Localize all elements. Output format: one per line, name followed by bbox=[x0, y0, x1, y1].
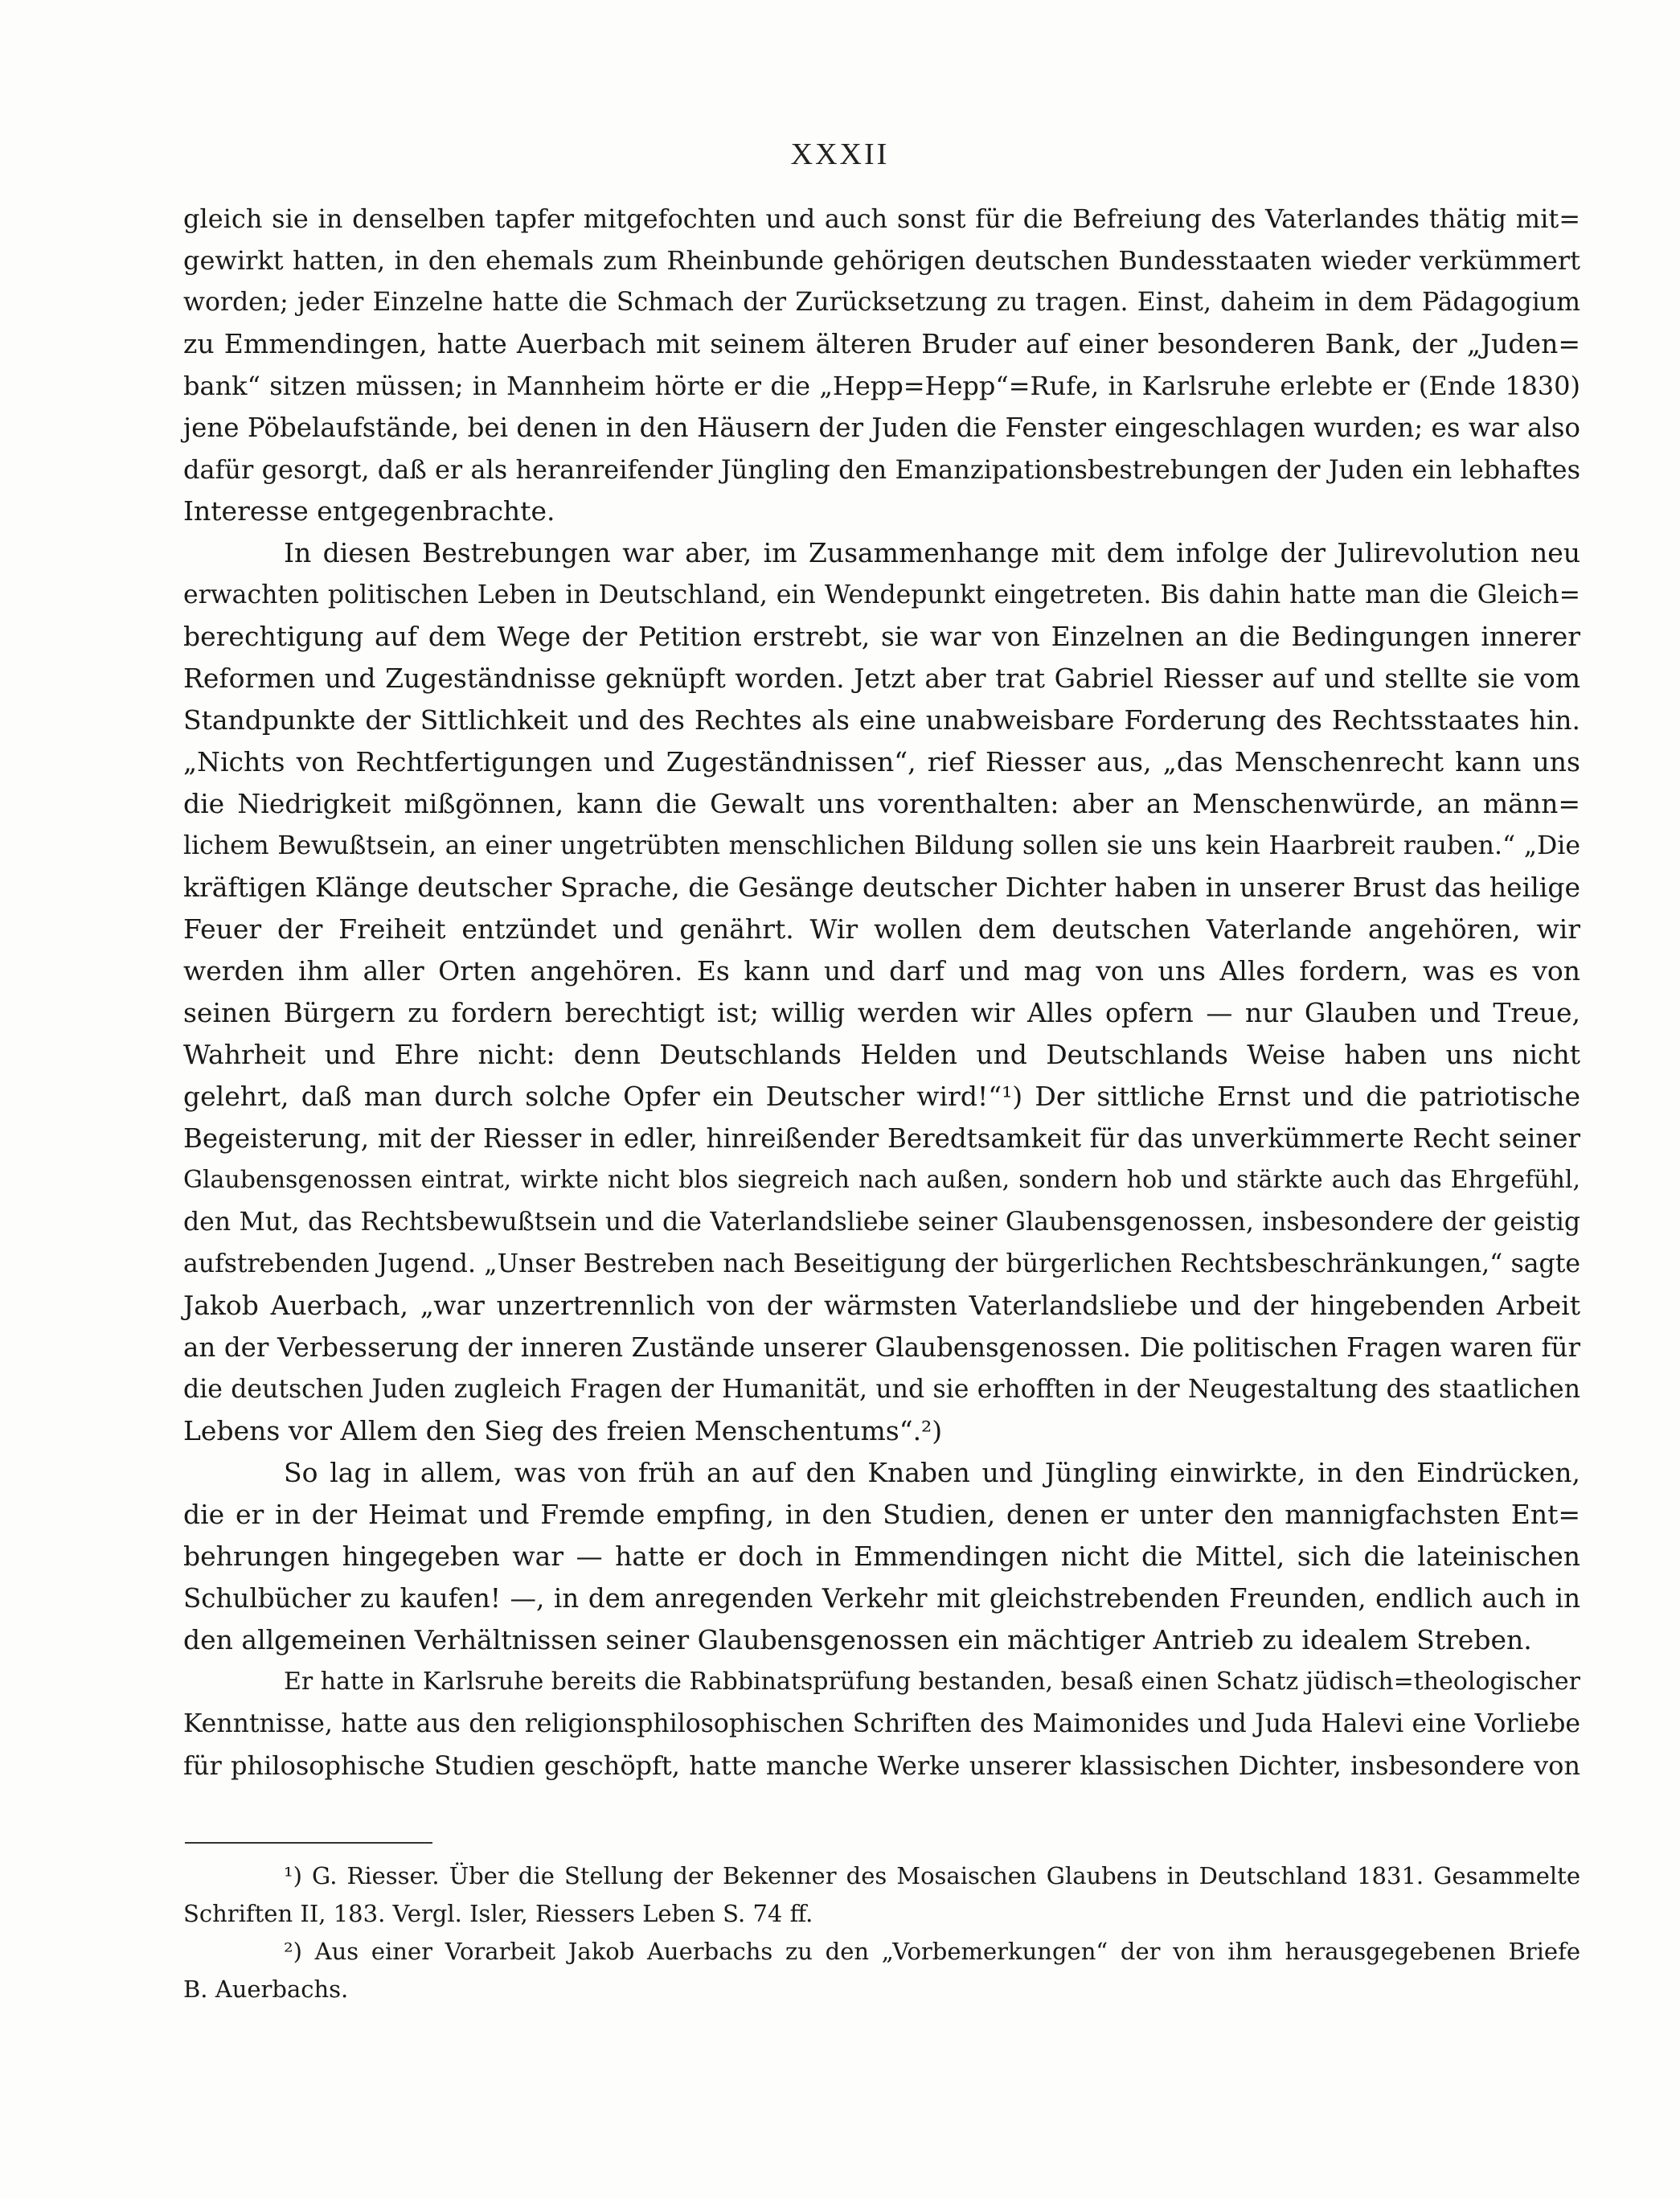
text-line: kräftigen Klänge deutscher Sprache, die Gesänge deutscher Dichter haben in unserer Brust das heilige bbox=[183, 872, 1580, 903]
text-line: In diesen Bestrebungen war aber, im Zusammenhange mit dem infolge der Julirevolution neu bbox=[284, 537, 1580, 568]
text-line: zu Emmendingen, hatte Auerbach mit seinem älteren Bruder auf einer besonderen Bank, der „Juden= bbox=[183, 328, 1580, 359]
text-line: „Nichts von Rechtfertigungen und Zugeständnissen“, rief Riesser aus, „das Menschenrecht kann uns bbox=[183, 746, 1580, 777]
footnote-line: B. Auerbachs. bbox=[183, 1975, 349, 2003]
text-line: die er in der Heimat und Fremde empfing, in den Studien, denen er unter den mannigfachsten Ent= bbox=[183, 1499, 1580, 1530]
text-line: den allgemeinen Verhältnissen seiner Glaubensgenossen ein mächtiger Antrieb zu idealem Streben. bbox=[183, 1624, 1532, 1655]
text-line: gewirkt hatten, in den ehemals zum Rheinbunde gehörigen deutschen Bundesstaaten wieder verkümmert bbox=[183, 245, 1580, 276]
text-line: Wahrheit und Ehre nicht: denn Deutschlands Helden und Deutschlands Weise haben uns nicht bbox=[183, 1039, 1580, 1070]
text-line: Feuer der Freiheit entzündet und genährt. Wir wollen dem deutschen Vaterlande angehören, wir bbox=[183, 913, 1580, 945]
text-line: berechtigung auf dem Wege der Petition erstrebt, sie war von Einzelnen an die Bedingungen innerer bbox=[183, 621, 1580, 652]
text-line: Interesse entgegenbrachte. bbox=[183, 495, 555, 527]
paragraph bbox=[183, 1452, 1580, 1661]
text-line: Reformen und Zugeständnisse geknüpft worden. Jetzt aber trat Gabriel Riesser auf und stellte sie vom bbox=[183, 663, 1580, 694]
text-line: Standpunkte der Sittlichkeit und des Rechtes als eine unabweisbare Forderung des Rechtsstaates hin. bbox=[183, 704, 1580, 736]
text-line: behrungen hingegeben war — hatte er doch in Emmendingen nicht die Mittel, sich die lateinischen bbox=[183, 1541, 1580, 1572]
text-line: den Mut, das Rechtsbewußtsein und die Vaterlandsliebe seiner Glaubensgenossen, insbesondere der geistig bbox=[183, 1208, 1580, 1237]
footnote-line: ²) Aus einer Vorarbeit Jakob Auerbachs zu den „Vorbemerkungen“ der von ihm herausgegebenen Briefe bbox=[284, 1938, 1580, 1965]
text-line: aufstrebenden Jugend. „Unser Bestreben nach Beseitigung der bürgerlichen Rechtsbeschränkungen,“ sagte bbox=[183, 1249, 1580, 1278]
text-line: worden; jeder Einzelne hatte die Schmach der Zurücksetzung zu tragen. Einst, daheim in dem Pädagogium bbox=[183, 288, 1580, 317]
footnote-separator bbox=[185, 1842, 432, 1844]
paragraph bbox=[183, 532, 1580, 1452]
paragraph bbox=[183, 1661, 1580, 1787]
page-number: XXXII bbox=[790, 137, 890, 171]
body-text bbox=[183, 198, 1580, 1787]
text-line: Kenntnisse, hatte aus den religionsphilosophischen Schriften des Maimonides und Juda Halevi eine Vorliebe bbox=[183, 1709, 1580, 1738]
text-line: bank“ sitzen müssen; in Mannheim hörte er die „Hepp=Hepp“=Rufe, in Karlsruhe erlebte er (Ende 1830) bbox=[183, 371, 1580, 401]
text-line: gleich sie in denselben tapfer mitgefochten und auch sonst für die Befreiung des Vaterlandes thätig mit= bbox=[183, 203, 1580, 234]
footnote-line: Schriften II, 183. Vergl. Isler, Riessers Leben S. 74 ff. bbox=[183, 1900, 813, 1927]
footnote bbox=[183, 1857, 1580, 1933]
text-line: Schulbücher zu kaufen! —, in dem anregenden Verkehr mit gleichstrebenden Freunden, endlich auch in bbox=[183, 1583, 1580, 1614]
footnote-line: ¹) G. Riesser. Über die Stellung der Bekenner des Mosaischen Glaubens in Deutschland 1831. Gesammelte bbox=[284, 1862, 1580, 1889]
text-line: erwachten politischen Leben in Deutschland, ein Wendepunkt eingetreten. Bis dahin hatte man die Gleich= bbox=[183, 581, 1580, 609]
text-line: jene Pöbelaufstände, bei denen in den Häusern der Juden die Fenster eingeschlagen wurden; es war also bbox=[183, 412, 1580, 443]
paragraph bbox=[183, 198, 1580, 532]
text-line: die Niedrigkeit mißgönnen, kann die Gewalt uns vorenthalten: aber an Menschenwürde, an männ= bbox=[183, 788, 1580, 819]
text-line: Jakob Auerbach, „war unzertrennlich von der wärmsten Vaterlandsliebe und der hingebenden Arbeit bbox=[183, 1290, 1580, 1321]
text-line: gelehrt, daß man durch solche Opfer ein Deutscher wird!“¹) Der sittliche Ernst und die patriotische bbox=[183, 1081, 1580, 1112]
text-line: werden ihm aller Orten angehören. Es kann und darf und mag von uns Alles fordern, was es von bbox=[183, 955, 1580, 987]
text-line: So lag in allem, was von früh an auf den Knaben und Jüngling einwirkte, in den Eindrücken, bbox=[284, 1457, 1580, 1488]
text-line: Glaubensgenossen eintrat, wirkte nicht blos siegreich nach außen, sondern hob und stärkte auch das Ehrgefühl, bbox=[183, 1166, 1580, 1194]
text-line: die deutschen Juden zugleich Fragen der Humanität, und sie erhofften in der Neugestaltung des staatlichen bbox=[183, 1375, 1580, 1404]
text-line: Er hatte in Karlsruhe bereits die Rabbinatsprüfung bestanden, besaß einen Schatz jüdisch=theologischer bbox=[284, 1668, 1580, 1696]
text-line: seinen Bürgern zu fordern berechtigt ist; willig werden wir Alles opfern — nur Glauben und Treue, bbox=[183, 997, 1580, 1028]
text-line: dafür gesorgt, daß er als heranreifender Jüngling den Emanzipationsbestrebungen der Juden ein lebhaftes bbox=[183, 454, 1580, 485]
text-line: Lebens vor Allem den Sieg des freien Menschentums“.²) bbox=[183, 1415, 943, 1446]
footnote bbox=[183, 1933, 1580, 2008]
text-line: für philosophische Studien geschöpft, hatte manche Werke unserer klassischen Dichter, insbesondere von bbox=[183, 1750, 1580, 1781]
text-line: an der Verbesserung der inneren Zustände unserer Glaubensgenossen. Die politischen Fragen waren für bbox=[183, 1332, 1580, 1363]
footnotes bbox=[183, 1857, 1580, 2008]
text-line: Begeisterung, mit der Riesser in edler, hinreißender Beredtsamkeit für das unverkümmerte Recht seiner bbox=[183, 1123, 1580, 1154]
text-line: lichem Bewußtsein, an einer ungetrübten menschlichen Bildung sollen sie uns kein Haarbreit rauben.“ „Die bbox=[183, 831, 1580, 860]
